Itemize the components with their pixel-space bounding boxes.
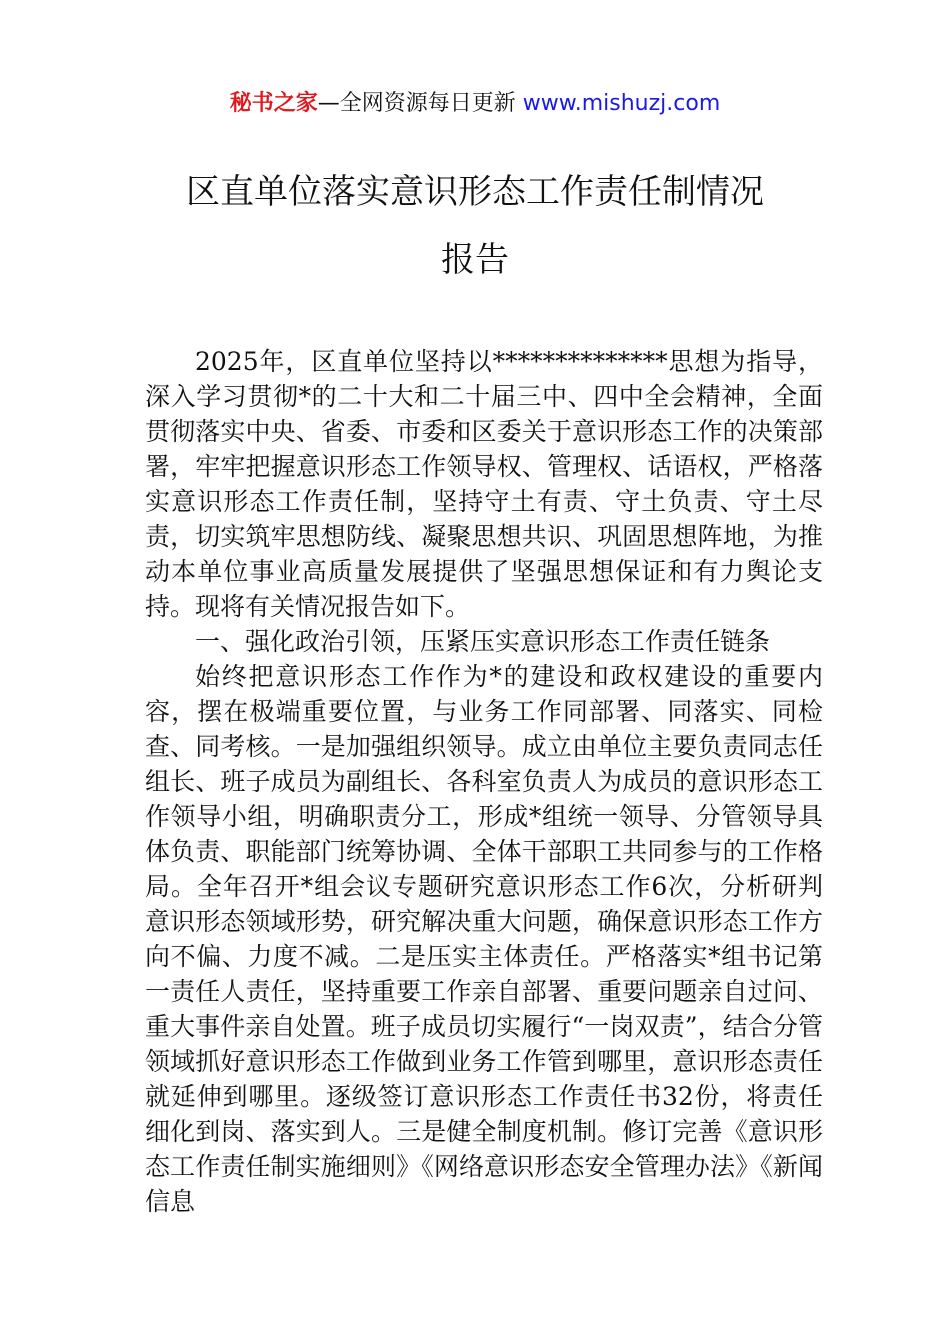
document-title-line-1: 区直单位落实意识形态工作责任制情况 bbox=[186, 172, 764, 212]
site-brand: 秘书之家 bbox=[229, 91, 318, 116]
document-body bbox=[145, 344, 823, 1219]
site-url-link[interactable]: www.mishuzj.com bbox=[522, 91, 721, 116]
site-slogan: —全网资源每日更新 bbox=[317, 91, 516, 116]
section-heading-1: 一、强化政治引领，压紧压实意识形态工作责任链条 bbox=[195, 627, 771, 656]
document-title-line-2: 报告 bbox=[441, 240, 509, 280]
section-1-paragraph: 始终把意识形态工作作为*的建设和政权建设的重要内容，摆在极端重要位置，与业务工作同部署、同落实、同检查、同考核。一是加强组织领导。成立由单位主要负责同志任组长、班子成员为副组长、各科室负责人为成员的意识形态工作领导小组，明确职责分工，形成*组统一领导、分管领导具体负责、职能部门统筹协调、全体干部职工共同参与的工作格局。全年召开*组会议专题研究意识形态工作6次，分析研判意识形态领域形势，研究解决重大问题，确保意识形态工作方向不偏、力度不减。二是压实主体责任。严格落实*组书记第一责任人责任，坚持重要工作亲自部署、重要问题亲自过问、重大事件亲自处置。班子成员切实履行“一岗双责”，结合分管领域抓好意识形态工作做到业务工作管到哪里，意识形态责任就延伸到哪里。逐级签订意识形态工作责任书32份，将责任细化到岗、落实到人。三是健全制度机制。修订完善《意识形态工作责任制实施细则》《网络意识形态安全管理办法》《新闻信息 bbox=[145, 662, 823, 1216]
intro-paragraph: 2025年，区直单位坚持以**************思想为指导，深入学习贯彻*的二十大和二十届三中、四中全会精神，全面贯彻落实中央、省委、市委和区委关于意识形态工作的决策部署，牢牢把握意识形态工作领导权、管理权、话语权，严格落实意识形态工作责任制，坚持守土有责、守土负责、守土尽责，切实筑牢思想防线、凝聚思想共识、巩固思想阵地，为推动本单位事业高质量发展提供了坚强思想保证和有力舆论支持。现将有关情况报告如下。 bbox=[145, 347, 823, 621]
document-title bbox=[60, 158, 890, 294]
site-header bbox=[0, 86, 950, 122]
